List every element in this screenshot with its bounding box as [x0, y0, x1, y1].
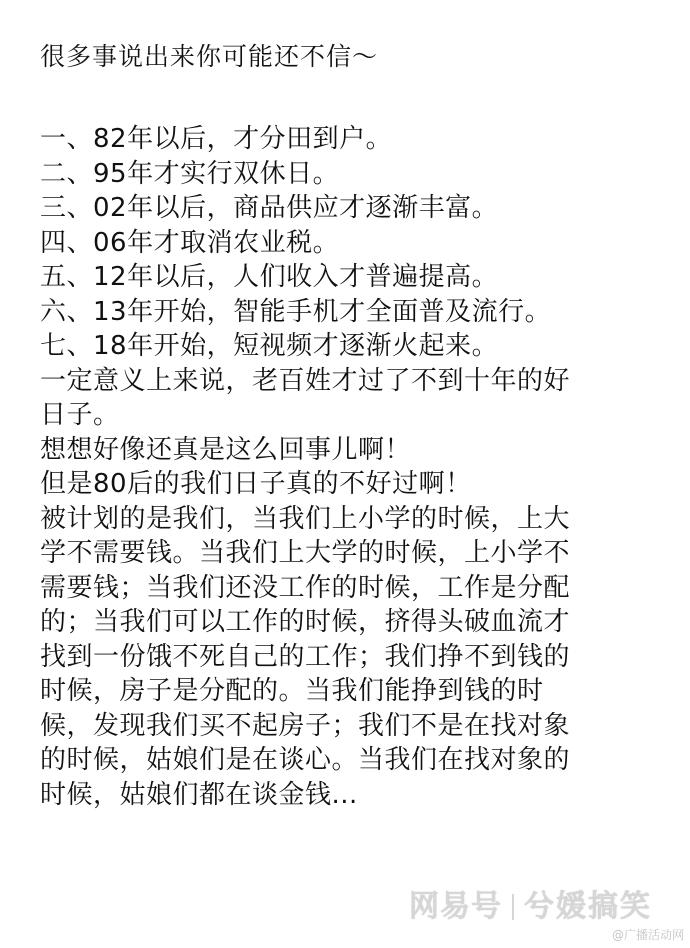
text-line: 被计划的是我们，当我们上小学的时候，上大: [40, 503, 571, 534]
text-line: 三、02年以后，商品供应才逐渐丰富。: [40, 193, 499, 223]
text-line: 想想好像还真是这么回事儿啊！: [40, 434, 412, 465]
text-line: 四、06年才取消农业税。: [40, 227, 340, 258]
text-line: 七、18年开始，短视频才逐渐火起来。: [40, 331, 499, 361]
text-line: 日子。: [40, 400, 120, 430]
text-line: 的；当我们可以工作的时候，挤得头破血流才: [40, 607, 571, 637]
text-line: 时候，姑娘们都在谈金钱...: [40, 779, 358, 810]
text-line: 二、95年才实行双休日。: [40, 158, 340, 189]
text-line: 的时候，姑娘们是在谈心。当我们在找对象的: [40, 745, 571, 775]
text-line: 一、82年以后，才分田到户。: [40, 124, 393, 154]
text-line: 时候，房子是分配的。当我们能挣到钱的时: [40, 676, 544, 706]
text-line: 但是80后的我们日子真的不好过啊！: [40, 469, 472, 499]
text-line: 六、13年开始，智能手机才全面普及流行。: [40, 296, 552, 327]
document-body: [40, 122, 660, 812]
watermark-brand: 网易号: [409, 889, 502, 924]
watermark-divider: [512, 894, 514, 920]
text-line: 一定意义上来说，老百姓才过了不到十年的好: [40, 365, 571, 396]
watermark-small-text: @广播活动网: [611, 928, 684, 942]
text-line: 需要钱；当我们还没工作的时候，工作是分配: [40, 572, 571, 603]
document-title: 很多事说出来你可能还不信～: [40, 42, 379, 71]
watermark: [409, 890, 652, 924]
text-line: 找到一份饿不死自己的工作；我们挣不到钱的: [40, 641, 571, 672]
watermark-author: 兮媛搞笑: [524, 889, 652, 924]
text-line: 候，发现我们买不起房子；我们不是在找对象: [40, 710, 571, 741]
text-line: 五、12年以后，人们收入才普遍提高。: [40, 262, 499, 292]
text-line: 学不需要钱。当我们上大学的时候，上小学不: [40, 538, 571, 568]
